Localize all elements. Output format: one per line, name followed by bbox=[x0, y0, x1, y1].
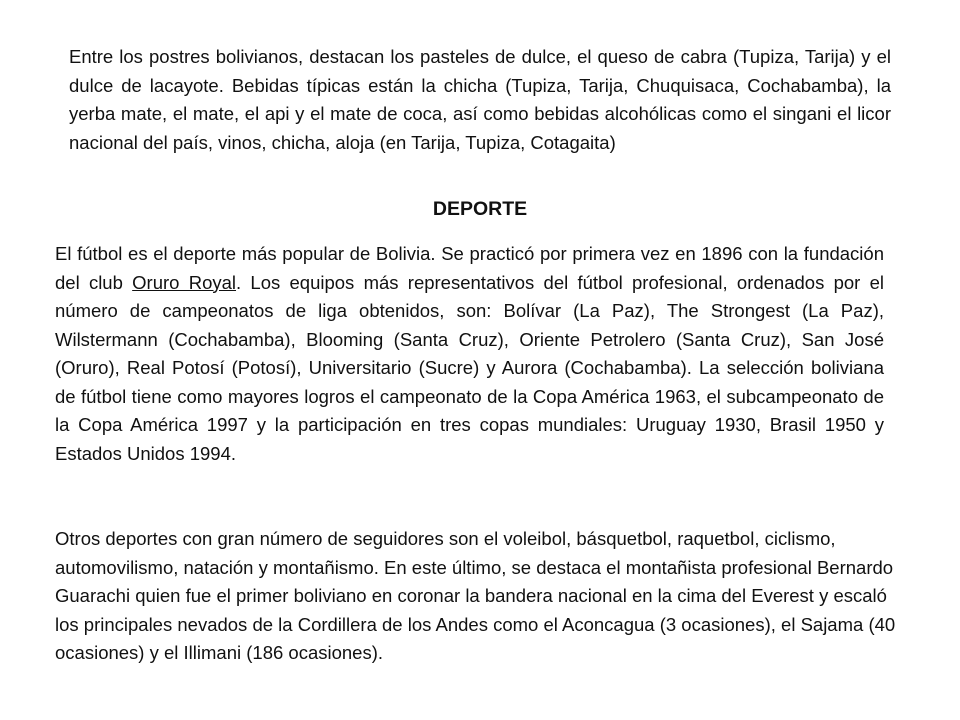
football-text-after-link: . Los equipos más representativos del fútbol profesional, ordenados por el número de campeonatos de liga obtenidos, son: Bolívar (La Paz), The Strongest (La Paz), Wilstermann (Cochabamba), Blooming (Santa Cruz), Oriente Petrolero (Santa Cruz), San José (Oruro), Real Potosí (Potosí), Universitario (Sucre) y Aurora (Cochabamba). La selección boliviana de fútbol tiene como mayores logros el campeonato de la Copa América 1963, el subcampeonato de la Copa América 1997 y la participación en tres copas mundiales: Uruguay 1930, Brasil 1950 y Estados Unidos 1994. bbox=[55, 271, 885, 464]
desserts-drinks-paragraph: Entre los postres bolivianos, destacan los pasteles de dulce, el queso de cabra (Tupiza, Tarija) y el dulce de lacayote. Bebidas típicas están la chicha (Tupiza, Tarija, Chuquisaca, Cochabamba), la yerba mate, el mate, el api y el mate de coca, así como bebidas alcohólicas como el singani el licor nacional del país, vinos, chicha, aloja (en Tarija, Tupiza, Cotagaita) bbox=[69, 46, 891, 153]
other-sports-paragraph: Otros deportes con gran número de seguidores son el voleibol, básquetbol, raquetbol, ciclismo, automovilismo, natación y montañismo. En este último, se destaca el montañista profesional Bernardo Guarachi quien fue el primer boliviano en coronar la bandera nacional en la cima del Everest y escaló los principales nevados de la Cordillera de los Andes como el Aconcagua (3 ocasiones), el Sajama (40 ocasiones) y el Illimani (186 ocasiones). bbox=[55, 528, 896, 663]
oruro-royal-link[interactable]: Oruro Royal bbox=[132, 271, 237, 293]
football-text-before-link: El fútbol es el deporte más popular de Bolivia. Se practicó por primera vez en 1896 con la fundación del club bbox=[55, 243, 884, 293]
football-paragraph bbox=[55, 240, 884, 468]
section-heading-deporte: DEPORTE bbox=[432, 198, 528, 220]
